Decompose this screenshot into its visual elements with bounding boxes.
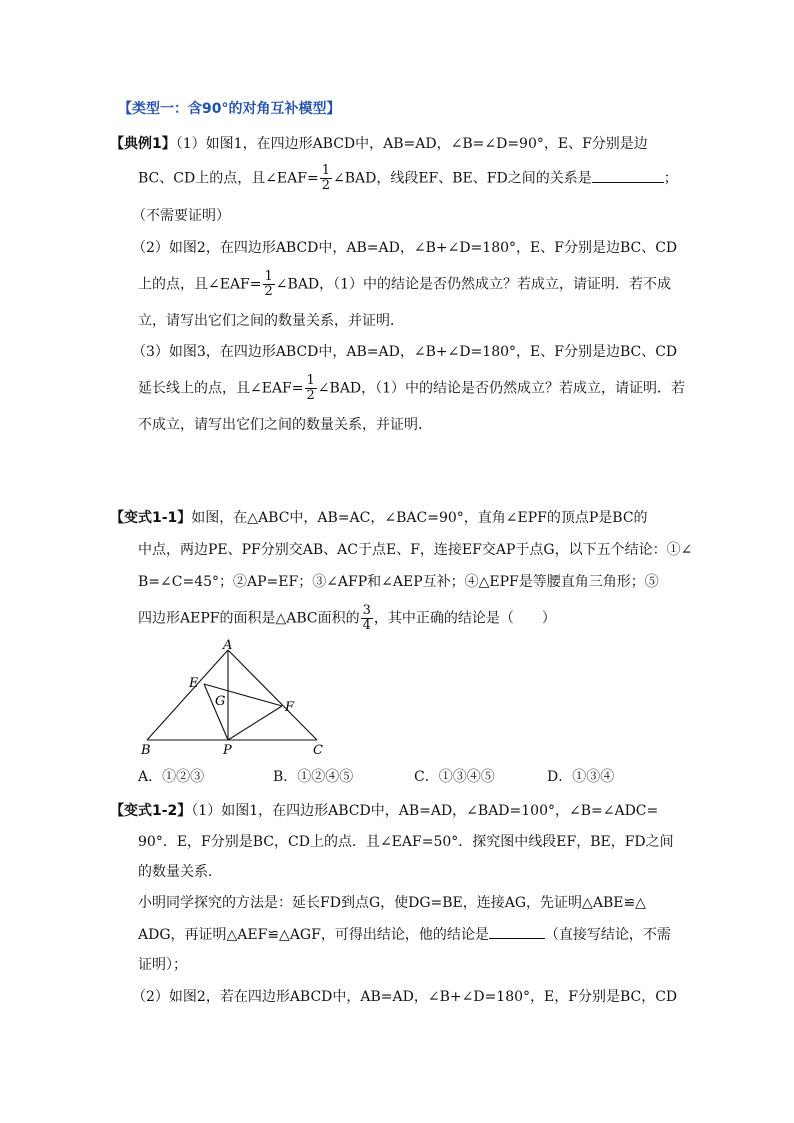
example1-line2: BC、CD上的点，且∠EAF= $\frac{1}{2}$ ∠BAD，线段EF、BE、FD之间的关系是 ；: [138, 163, 678, 193]
example1-p1-line3: （不需要证明）: [132, 208, 230, 224]
example1-p1-line1: （1）如图1，在四边形ABCD中，AB=AD，∠B=∠D=90°，E、F分别是边: [175, 136, 648, 152]
example1-p3-line2: 延长线上的点，且∠EAF= $\frac{1}{2}$ ∠BAD，（1）中的结论是否仍然成立？若成立，请证明．若: [138, 373, 686, 403]
fraction-one-half: $\frac{1}{2}$: [306, 373, 315, 403]
variant11-line1: 【变式1-1】如图，在△ABC中，AB=AC，∠BAC=90°，直角∠EPF的顶点P是BC的: [110, 510, 648, 526]
example1-p2-line1: （2）如图2，在四边形ABCD中，AB=AD，∠B+∠D=180°，E、F分别是边BC、CD: [132, 240, 678, 256]
answer-blank[interactable]: [489, 924, 545, 939]
variant11-label: 【变式1-1】: [110, 510, 192, 526]
fraction-one-half: $\frac{1}{2}$: [321, 163, 330, 193]
variant11-line3: B=∠C=45°；②AP=EF；③∠AFP和∠AEP互补；④△EPF是等腰直角三角形；⑤: [138, 574, 659, 590]
label-b: B: [141, 743, 151, 758]
label-c: C: [313, 743, 323, 758]
label-g: G: [215, 694, 226, 709]
section-title: 【类型一：含90°的对角互补模型】: [118, 101, 341, 117]
variant11-line4: 四边形AEPF的面积是△ABC面积的 $\frac{3}{4}$ ，其中正确的结论是（ ）: [138, 603, 556, 633]
example1-p1-line2a: BC、CD上的点，且∠EAF=: [138, 170, 319, 187]
answer-blank[interactable]: [592, 168, 664, 183]
variant12-line4: 小明同学探究的方法是：延长FD到点G，使DG=BE，连接AG，先证明△ABE≌△: [138, 895, 646, 911]
variant12-line6: 证明）；: [138, 957, 187, 973]
variant12-line1: 【变式1-2】（1）如图1，在四边形ABCD中，AB=AD，∠BAD=100°，∠B=∠ADC=: [110, 803, 659, 819]
variant12-label: 【变式1-2】: [110, 803, 192, 819]
example1-p2-line3: 立，请写出它们之间的数量关系，并证明．: [138, 313, 404, 329]
variant12-line3: 的数量关系．: [138, 864, 222, 880]
segment-pe: [204, 684, 228, 740]
variant12-line2: 90°．E，F分别是BC，CD上的点．且∠EAF=50°．探究图中线段EF，BE，FD之间: [138, 834, 674, 850]
example1-p2-line2: 上的点，且∠EAF= $\frac{1}{2}$ ∠BAD，（1）中的结论是否仍然成立？若成立，请证明．若不成: [138, 269, 672, 299]
example1-p1-line2b: ∠BAD，线段EF、BE、FD之间的关系是: [332, 170, 592, 187]
choice-c[interactable]: C．①③④⑤: [414, 769, 495, 785]
label-e: E: [189, 676, 199, 691]
choice-b[interactable]: B．①②④⑤: [273, 769, 354, 785]
example1-p3-line3: 不成立，请写出它们之间的数量关系，并证明．: [138, 417, 432, 433]
variant12-line7: （2）如图2，若在四边形ABCD中，AB=AD，∠B+∠D=180°，E，F分别是BC，CD: [132, 989, 678, 1005]
variant11-line2: 中点，两边PE、PF分别交AB、AC于点E、F，连接EF交AP于点G，以下五个结论：①∠: [138, 542, 693, 558]
label-p: P: [223, 743, 232, 758]
variant12-line5: ADG，再证明△AEF≌△AGF，可得出结论，他的结论是 （直接写结论，不需: [138, 924, 671, 945]
label-f: F: [285, 700, 295, 715]
choice-d[interactable]: D．①③④: [547, 769, 615, 785]
fraction-one-half: $\frac{1}{2}$: [264, 269, 273, 299]
triangle-figure: [130, 638, 340, 760]
fraction-three-quarters: $\frac{3}{4}$: [362, 603, 371, 633]
segment-pf: [228, 706, 282, 740]
example1-p3-line1: （3）如图3，在四边形ABCD中，AB=AD，∠B+∠D=180°，E、F分别是边BC、CD: [132, 344, 678, 360]
label-a: A: [223, 638, 233, 653]
choice-a[interactable]: A．①②③: [138, 769, 205, 785]
example1-line1: [110, 134, 648, 154]
example1-label: 【典例1】: [110, 136, 176, 152]
